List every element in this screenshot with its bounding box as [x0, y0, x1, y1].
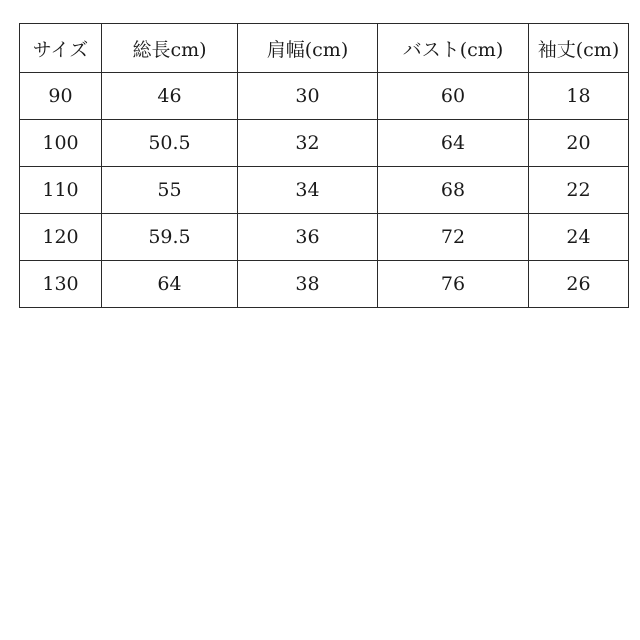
- cell-shoulder-width: 36: [238, 214, 378, 261]
- header-size: サイズ: [20, 24, 102, 73]
- cell-sleeve-length: 18: [529, 73, 629, 120]
- table-header-row: [20, 24, 629, 73]
- table-row: [20, 214, 629, 261]
- cell-sleeve-length: 22: [529, 167, 629, 214]
- cell-total-length: 55: [102, 167, 238, 214]
- table-row: [20, 120, 629, 167]
- cell-shoulder-width: 38: [238, 261, 378, 308]
- cell-size: 110: [20, 167, 102, 214]
- cell-bust: 76: [378, 261, 529, 308]
- cell-bust: 68: [378, 167, 529, 214]
- size-chart-table: [19, 23, 629, 308]
- cell-shoulder-width: 32: [238, 120, 378, 167]
- cell-shoulder-width: 30: [238, 73, 378, 120]
- cell-bust: 72: [378, 214, 529, 261]
- header-shoulder-width: 肩幅(cm): [238, 24, 378, 73]
- cell-sleeve-length: 26: [529, 261, 629, 308]
- cell-size: 100: [20, 120, 102, 167]
- cell-size: 130: [20, 261, 102, 308]
- table-row: [20, 73, 629, 120]
- cell-size: 90: [20, 73, 102, 120]
- header-sleeve-length: 袖丈(cm): [529, 24, 629, 73]
- cell-size: 120: [20, 214, 102, 261]
- cell-sleeve-length: 24: [529, 214, 629, 261]
- cell-sleeve-length: 20: [529, 120, 629, 167]
- header-total-length: 総長cm): [102, 24, 238, 73]
- table-row: [20, 167, 629, 214]
- header-bust: バスト(cm): [378, 24, 529, 73]
- cell-shoulder-width: 34: [238, 167, 378, 214]
- cell-bust: 64: [378, 120, 529, 167]
- cell-bust: 60: [378, 73, 529, 120]
- cell-total-length: 50.5: [102, 120, 238, 167]
- cell-total-length: 46: [102, 73, 238, 120]
- table-row: [20, 261, 629, 308]
- cell-total-length: 59.5: [102, 214, 238, 261]
- cell-total-length: 64: [102, 261, 238, 308]
